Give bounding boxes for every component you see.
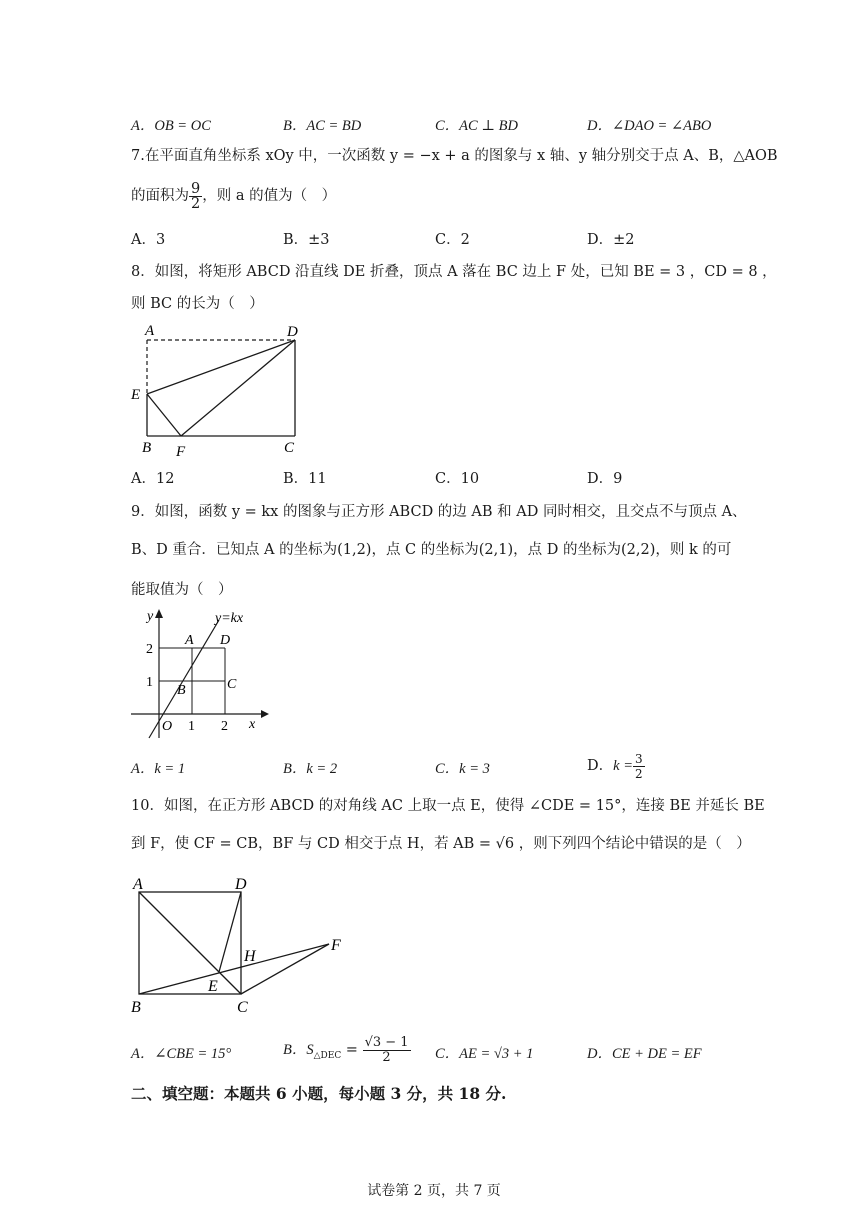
q9-label-line: y=kx [215,611,244,626]
q7-option-b: B．±3 [283,232,330,248]
q9-label-a: A [185,633,194,648]
q9-label-o: O [162,719,173,734]
q9-option-c: C．k = 3 [435,761,490,777]
q9-tick-y2: 2 [146,642,153,657]
q7-line2 [131,176,336,216]
q10-option-b-prefix: B．S [283,1042,314,1058]
q9-option-d-num: 3 [635,751,643,766]
q9-tick-x1: 1 [188,719,195,734]
q10-option-b-den: 2 [382,1049,391,1065]
q8-label-e: E [131,387,141,403]
q10-option-b-num: √3 − 1 [364,1034,409,1050]
q7-option-c: C．2 [435,232,470,248]
q8-line2: 则 BC 的长为（ ） [131,296,264,312]
q9-label-d: D [220,633,231,648]
q8-label-c: C [284,440,295,456]
q10-line1: 10．如图，在正方形 ABCD 的对角线 AC 上取一点 E，使得 ∠CDE = 15°，连接 BE 并延长 BE [131,798,765,814]
q7-line1: 7.在平面直角坐标系 xOy 中，一次函数 y = −x + a 的图象与 x 轴、y 轴分别交于点 A、B，△AOB [131,148,778,164]
q9-option-d [587,748,645,784]
section-heading: 二、填空题：本题共 6 小题，每小题 3 分，共 18 分. [131,1084,507,1103]
q9-option-d-den: 2 [635,766,643,781]
q10-option-b-fraction [363,1036,411,1065]
q9-option-b: B．k = 2 [283,761,338,777]
q8-label-d: D [287,324,298,340]
q9-option-d-fraction [633,752,645,781]
q8-edge-ef [147,394,181,436]
q8-edge-fd [181,340,295,436]
q8-option-b: B．11 [283,471,327,487]
q10-segment-de [219,892,241,972]
q7-frac-num: 9 [191,180,201,197]
q10-option-b-eq: = [341,1042,363,1058]
q9-label-b: B [177,683,186,698]
q9-label-y: y [147,609,154,624]
q10-option-b [283,1030,411,1076]
q10-label-h: H [244,948,256,965]
q9-option-a: A．k = 1 [131,761,186,777]
q10-option-d: D．CE + DE = EF [587,1046,702,1062]
q8-label-b: B [142,440,152,456]
q10-label-f: F [331,937,341,954]
q6-option-b: B．AC = BD [283,118,362,134]
q7-fraction [189,182,202,211]
q8-line1: 8．如图，将矩形 ABCD 沿直线 DE 折叠，顶点 A 落在 BC 边上 F 处，已知 BE = 3 ，CD = 8 ， [131,264,777,280]
q10-label-c: C [237,999,248,1016]
q8-option-d: D．9 [587,471,623,487]
q9-line1: 9．如图，函数 y = kx 的图象与正方形 ABCD 的边 AB 和 AD 同时相交，且交点不与顶点 A、 [131,504,747,520]
q9-option-d-prefix: D． [587,758,614,774]
q9-label-x: x [249,717,256,732]
q8-label-a: A [145,323,155,339]
q9-line3: 能取值为（ ） [131,582,233,598]
q9-figure [125,604,275,744]
q9-line2: B、D 重合．已知点 A 的坐标为(1,2)，点 C 的坐标为(2,1)，点 D 的坐标为(2,2)，则 k 的可 [131,542,732,558]
q7-line2-post: ，则 a 的值为（ ） [202,188,337,204]
q8-option-c: C．10 [435,471,480,487]
q7-frac-den: 2 [191,195,201,212]
q10-label-d: D [235,876,247,893]
q10-option-c: C．AE = √3 + 1 [435,1046,534,1062]
q10-label-e: E [208,978,218,995]
q10-option-a: A．∠CBE = 15° [131,1046,232,1062]
q8-edge-ed [147,340,295,394]
q9-y-arrow-icon [155,609,163,618]
q10-option-b-sub: △DEC [313,1050,342,1061]
q8-label-f: F [176,444,186,460]
q6-option-c: C．AC ⊥ BD [435,118,518,134]
q7-option-a: A．3 [131,232,166,248]
q8-option-a: A．12 [131,471,175,487]
q7-line2-pre: 的面积为 [131,188,189,204]
q9-tick-y1: 1 [146,675,153,690]
q8-figure [125,318,315,460]
q10-line2: 到 F，使 CF = CB，BF 与 CD 相交于点 H，若 AB = √6 ，则下列四个结论中错误的是（ ） [131,836,751,852]
q6-option-a: A．OB = OC [131,118,211,134]
q9-x-arrow-icon [261,710,269,718]
q10-diagonal-ac [139,892,241,994]
q10-label-b: B [131,999,141,1016]
q10-figure [125,870,355,1020]
q9-label-c: C [227,677,237,692]
q9-option-d-k: k = [613,758,633,774]
q9-tick-x2: 2 [221,719,228,734]
page-footer: 试卷第 2 页，共 7 页 [367,1183,501,1199]
q6-option-d: D．∠DAO = ∠ABO [587,118,712,134]
q10-label-a: A [133,876,143,893]
q7-option-d: D．±2 [587,232,635,248]
